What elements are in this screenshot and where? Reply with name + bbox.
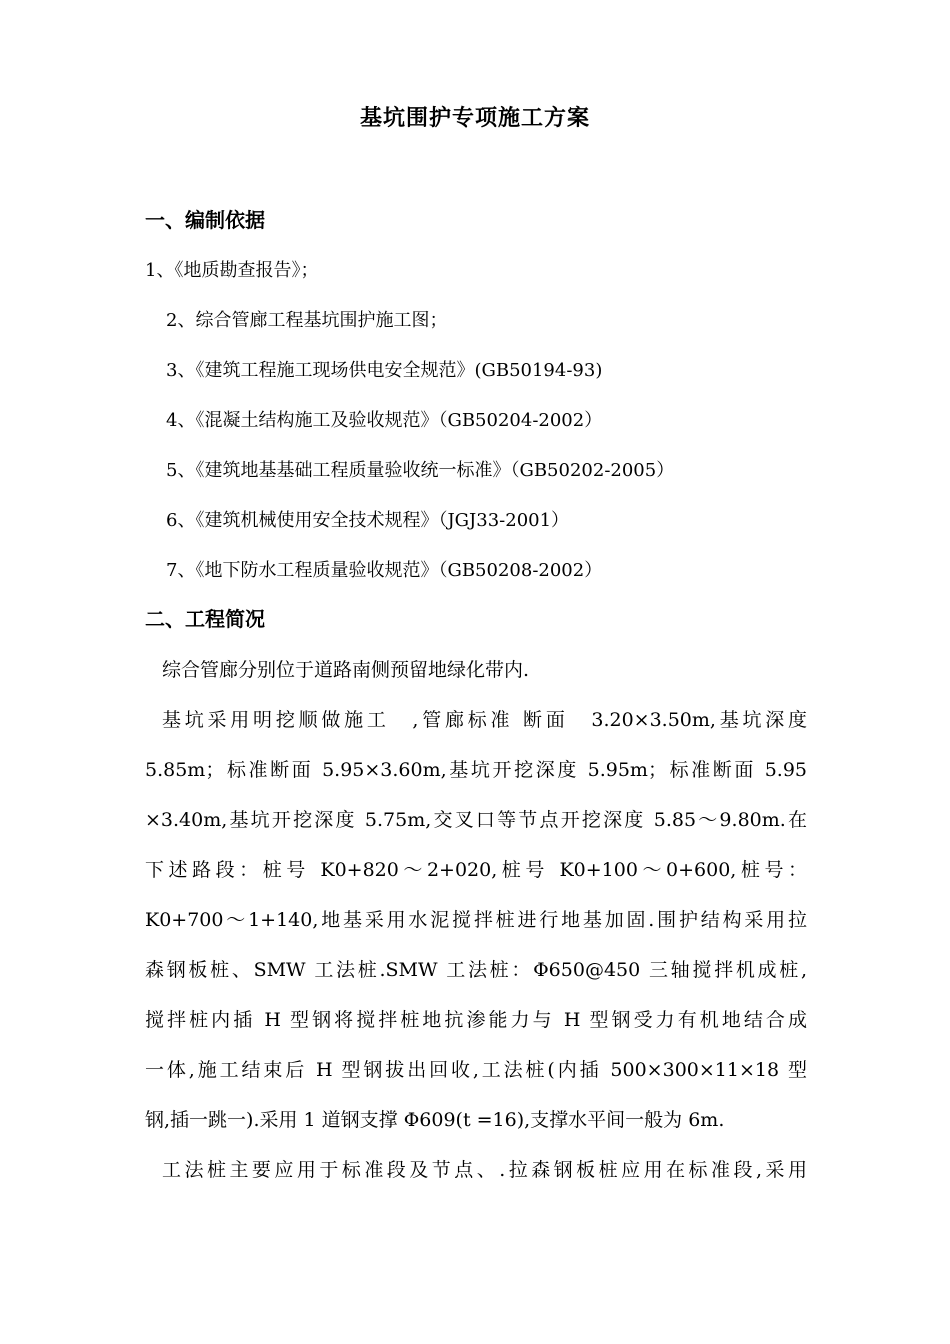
reference-item-5: 5、《建筑地基基础工程质量验收统一标准》（GB50202-2005） [166, 460, 675, 481]
overview-line-9: 一体,施工结束后 H 型钢拔出回收,工法桩(内插 500×300×11×18 型 [145, 1059, 807, 1081]
reference-item-2: 2、综合管廊工程基坑围护施工图； [166, 310, 448, 331]
overview-line-2: 基坑采用明挖顺做施工 ,管廊标准 断面 3.20×3.50m,基坑深度 [162, 709, 807, 731]
reference-item-7: 7、《地下防水工程质量验收规范》（GB50208-2002） [166, 560, 603, 581]
section-heading-basis: 一、编制依据 [145, 208, 265, 232]
overview-line-1: 综合管廊分别位于道路南侧预留地绿化带内. [162, 659, 530, 681]
overview-line-7: 森钢板桩、SMW 工法桩.SMW 工法桩：Φ650@450 三轴搅拌机成桩, [145, 959, 807, 981]
overview-line-8: 搅拌桩内插 H 型钢将搅拌桩地抗渗能力与 H 型钢受力有机地结合成 [145, 1009, 807, 1031]
overview-line-3: 5.85m；标准断面 5.95×3.60m,基坑开挖深度 5.95m；标准断面 5.95 [145, 759, 807, 781]
overview-line-4: ×3.40m,基坑开挖深度 5.75m,交叉口等节点开挖深度 5.85～9.80m.在 [145, 809, 807, 831]
document-title: 基坑围护专项施工方案 [359, 105, 590, 131]
overview-line-10: 钢,插一跳一).采用 1 道钢支撑 Φ609(t =16),支撑水平间一般为 6m. [145, 1109, 725, 1131]
overview-line-11: 工法桩主要应用于标准段及节点、.拉森钢板桩应用在标准段,采用 [162, 1159, 807, 1181]
reference-item-4: 4、《混凝土结构施工及验收规范》（GB50204-2002） [166, 410, 603, 431]
section-heading-overview: 二、工程简况 [145, 607, 265, 631]
overview-line-6: K0+700～1+140,地基采用水泥搅拌桩进行地基加固.围护结构采用拉 [145, 909, 807, 931]
reference-item-3: 3、《建筑工程施工现场供电安全规范》(GB50194-93) [166, 360, 603, 381]
reference-item-1: 1、《地质勘查报告》； [145, 260, 319, 281]
overview-line-5: 下述路段：桩号 K0+820～2+020,桩号 K0+100～0+600,桩号： [145, 859, 807, 881]
reference-item-6: 6、《建筑机械使用安全技术规程》（JGJ33-2001） [166, 510, 570, 531]
